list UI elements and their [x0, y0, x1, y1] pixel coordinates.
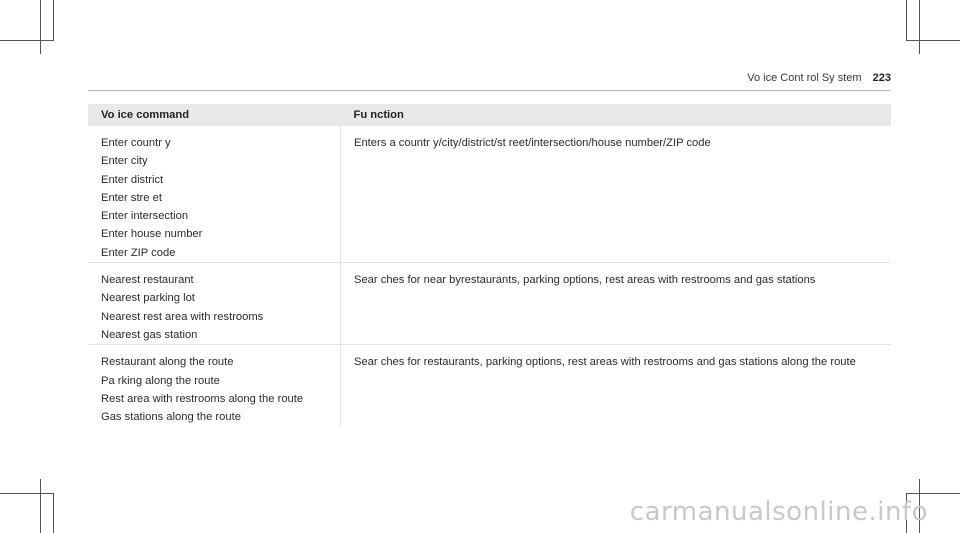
crop-mark-bottom-right-h: [906, 493, 960, 494]
crop-mark-top-right-v2: [906, 0, 907, 40]
crop-mark-bottom-left-v2: [53, 493, 54, 533]
crop-mark-top-left-v2: [53, 0, 54, 40]
watermark: carmanualsonline.info: [629, 497, 928, 527]
command-item: Restaurant along the route: [101, 356, 234, 369]
command-cell: [88, 126, 341, 263]
function-cell: Sear ches for near byrestaurants, parking options, rest areas with restrooms and gas stations: [341, 263, 892, 345]
section-title: Vo ice Cont rol Sy stem: [747, 72, 862, 84]
crop-mark-top-left-v: [40, 0, 41, 54]
function-cell: Enters a countr y/city/district/st reet/intersection/house number/ZIP code: [341, 126, 892, 263]
command-cell: [88, 263, 341, 345]
command-item: Gas stations along the route: [101, 411, 241, 424]
command-item: Enter stre et: [101, 191, 162, 204]
command-item: Nearest parking lot: [101, 292, 195, 305]
table-row: [88, 345, 891, 427]
command-item: Enter ZIP code: [101, 246, 176, 259]
command-item: Enter house number: [101, 228, 203, 241]
table-row: [88, 263, 891, 345]
crop-mark-bottom-left-h: [0, 493, 54, 494]
crop-mark-top-left-h: [0, 40, 54, 41]
column-header-voice-command: Vo ice command: [88, 104, 341, 126]
command-item: Nearest restaurant: [101, 274, 194, 287]
command-cell: [88, 345, 341, 427]
voice-command-table: [88, 104, 891, 426]
crop-mark-bottom-left-v: [40, 479, 41, 533]
crop-mark-top-right-v: [919, 0, 920, 54]
crop-mark-top-right-h: [906, 40, 960, 41]
table-row: [88, 126, 891, 263]
command-item: Enter city: [101, 155, 148, 168]
command-item: Nearest rest area with restrooms: [101, 310, 264, 323]
function-cell: Sear ches for restaurants, parking options, rest areas with restrooms and gas stations along the route: [354, 356, 856, 369]
command-item: Nearest gas station: [101, 328, 198, 341]
page-number: 223: [872, 72, 891, 84]
column-header-function: Fu nction: [341, 104, 892, 126]
command-item: Enter countr y: [101, 137, 171, 149]
command-item: Enter district: [101, 173, 164, 186]
table-header-row: [88, 104, 891, 126]
command-item: Rest area with restrooms along the route: [101, 392, 304, 405]
command-item: Enter intersection: [101, 210, 189, 223]
command-item: Pa rking along the route: [101, 374, 220, 387]
page-header: [88, 70, 891, 91]
